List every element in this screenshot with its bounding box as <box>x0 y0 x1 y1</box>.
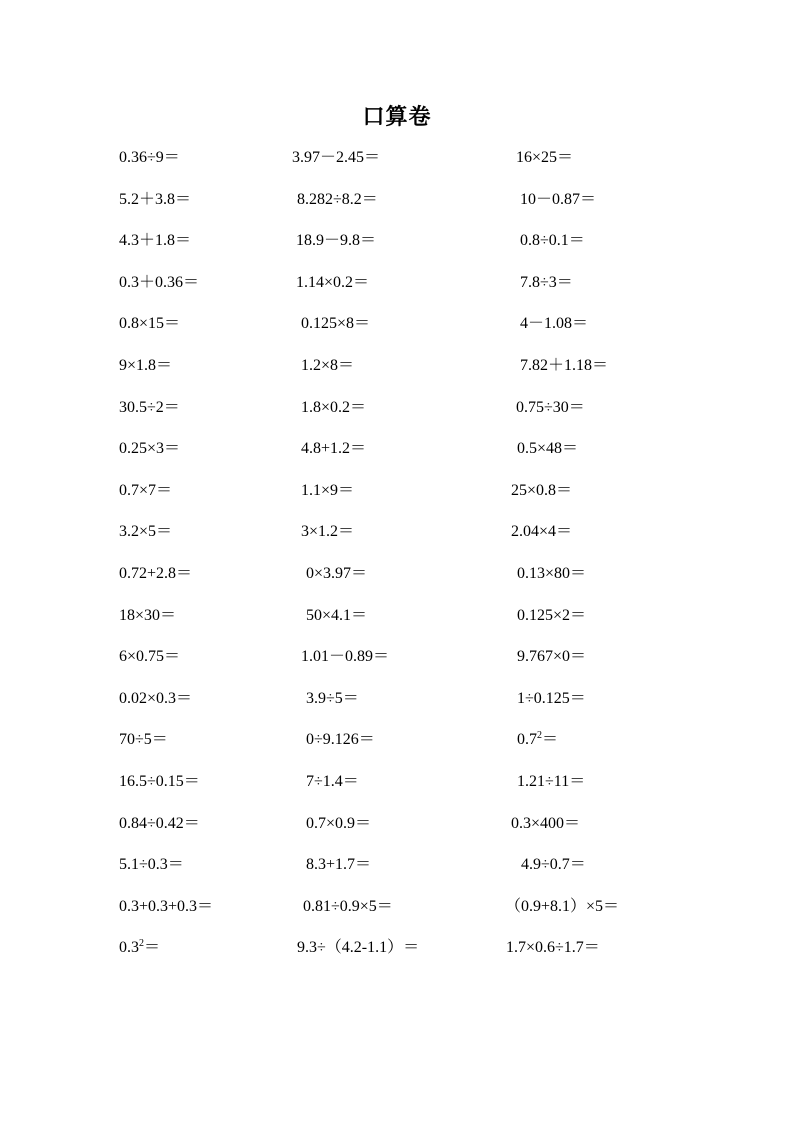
page-title: 口算卷 <box>362 104 432 129</box>
problem-item: 1.7×0.6÷1.7＝ <box>506 939 600 957</box>
problem-item: 0.84÷0.42＝ <box>119 814 200 832</box>
problem-item: （0.9+8.1）×5＝ <box>505 897 620 915</box>
problem-row <box>0 231 794 271</box>
problem-item: 10－0.87＝ <box>520 190 597 208</box>
problem-item: 0.36÷9＝ <box>119 149 180 166</box>
problem-row <box>0 398 794 438</box>
problem-row <box>0 190 794 230</box>
problem-item: 0.125×2＝ <box>517 606 587 624</box>
problem-item: 2.04×4＝ <box>511 523 573 541</box>
problem-item: 18×30＝ <box>119 606 177 624</box>
problem-item: 25×0.8＝ <box>511 481 573 499</box>
problem-row <box>0 938 794 978</box>
problem-item: 50×4.1＝ <box>306 606 368 624</box>
problem-item: 4.8+1.2＝ <box>301 440 367 458</box>
problem-item: 0.25×3＝ <box>119 440 181 458</box>
problem-row <box>0 314 794 354</box>
problem-item: 16.5÷0.15＝ <box>119 773 200 790</box>
problem-item: 0.3+0.3+0.3＝ <box>119 897 214 915</box>
problem-row <box>0 772 794 812</box>
problem-row <box>0 647 794 687</box>
problem-item: 9.767×0＝ <box>517 648 587 666</box>
problem-item: 18.9－9.8＝ <box>296 232 377 250</box>
problem-item: $0.7^2=$ <box>517 730 559 749</box>
problem-item: 1.01－0.89＝ <box>301 648 390 666</box>
problem-item: 16×25＝ <box>516 149 574 166</box>
problem-item: 0.3＋0.36＝ <box>119 273 200 291</box>
problem-item: 30.5÷2＝ <box>119 398 180 416</box>
problem-item: 1.14×0.2＝ <box>296 273 370 291</box>
problem-row <box>0 855 794 895</box>
problem-row <box>0 273 794 313</box>
problem-row <box>0 606 794 646</box>
problem-row <box>0 148 794 188</box>
problem-item: 0.7×7＝ <box>119 481 173 499</box>
problem-item: 1.2×8＝ <box>301 357 355 374</box>
problem-row <box>0 439 794 479</box>
problem-item: 0.8×15＝ <box>119 315 181 333</box>
problem-row <box>0 814 794 854</box>
problem-item: 70÷5＝ <box>119 731 168 749</box>
problem-item: 0.75÷30＝ <box>516 398 585 416</box>
problem-item: 4.3＋1.8＝ <box>119 232 192 250</box>
problem-item: 0.125×8＝ <box>301 315 371 333</box>
problem-item: 0×3.97＝ <box>306 565 368 582</box>
problem-item: 5.2＋3.8＝ <box>119 190 192 208</box>
problem-item: 0.3×400＝ <box>511 814 581 832</box>
problem-item: $0.3^2=$ <box>119 938 161 957</box>
problem-item: 0.5×48＝ <box>517 440 579 458</box>
problem-item: 4－1.08＝ <box>520 315 589 333</box>
problem-item: 0.72+2.8＝ <box>119 565 193 582</box>
problem-item: 0.02×0.3＝ <box>119 689 193 707</box>
problem-item: 7.8÷3＝ <box>520 273 573 291</box>
problem-item: 0.8÷0.1＝ <box>520 232 585 250</box>
problem-item: 9.3÷（4.2-1.1）＝ <box>297 939 420 957</box>
problem-row <box>0 897 794 937</box>
problem-row <box>0 730 794 770</box>
problem-item: 8.3+1.7＝ <box>306 856 372 874</box>
problem-row <box>0 481 794 521</box>
problem-item: 8.282÷8.2＝ <box>297 190 378 208</box>
problem-item: 7÷1.4＝ <box>306 773 359 790</box>
problem-item: 3.9÷5＝ <box>306 689 359 707</box>
problem-item: 7.82＋1.18＝ <box>520 357 609 374</box>
problem-item: 0÷9.126＝ <box>306 731 375 749</box>
problem-item: 5.1÷0.3＝ <box>119 856 184 874</box>
problem-row <box>0 522 794 562</box>
problem-item: 6×0.75＝ <box>119 648 181 666</box>
problem-item: 0.81÷0.9×5＝ <box>303 897 393 915</box>
problem-item: 3.2×5＝ <box>119 523 173 541</box>
problem-item: 0.13×80＝ <box>517 565 587 582</box>
problem-item: 0.7×0.9＝ <box>306 814 372 832</box>
problem-row <box>0 564 794 604</box>
problem-item: 3.97－2.45＝ <box>292 149 381 166</box>
problem-item: 1÷0.125＝ <box>517 689 586 707</box>
problem-item: 1.21÷11＝ <box>517 773 586 790</box>
problem-row <box>0 356 794 396</box>
problem-item: 4.9÷0.7＝ <box>521 856 586 874</box>
problem-row <box>0 689 794 729</box>
problem-item: 1.1×9＝ <box>301 481 355 499</box>
problem-item: 1.8×0.2＝ <box>301 398 367 416</box>
problem-item: 9×1.8＝ <box>119 357 173 374</box>
problem-item: 3×1.2＝ <box>301 523 355 541</box>
